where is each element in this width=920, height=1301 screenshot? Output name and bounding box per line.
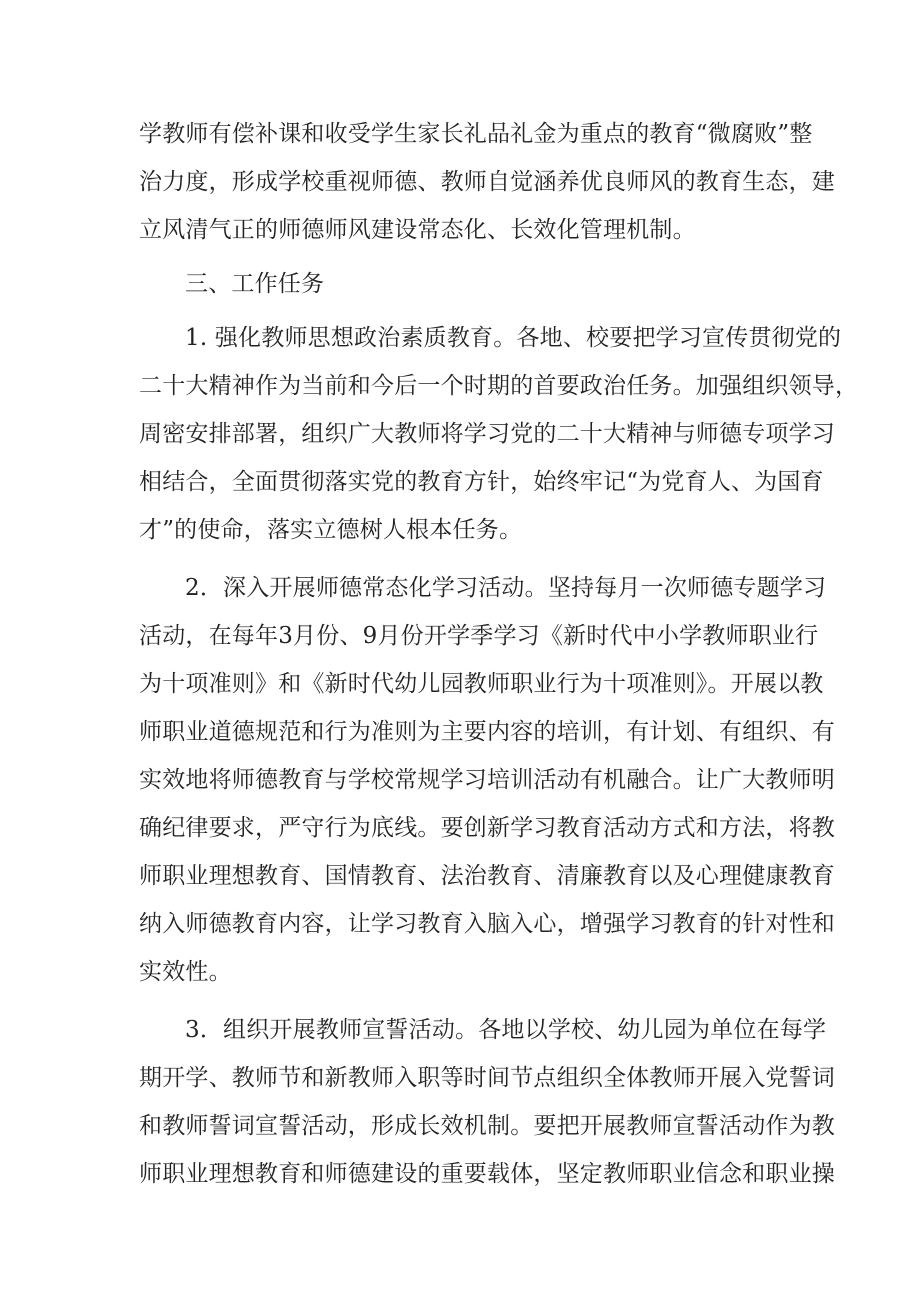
paragraph-line: 师职业理想教育、国情教育、法治教育、清廉教育以及心理健康教育 [139, 863, 835, 889]
paragraph-line: 和教师誓词宣誓活动，形成长效机制。要把开展教师宣誓活动作为教 [139, 1113, 835, 1139]
paragraph-line: 期开学、教师节和新教师入职等时间节点组织全体教师开展入党誓词 [139, 1065, 835, 1091]
paragraph-line: 二十大精神作为当前和今后一个时期的首要政治任务。加强组织领导， [139, 373, 859, 399]
paragraph-line: 确纪律要求，严守行为底线。要创新学习教育活动方式和方法，将教 [139, 815, 835, 841]
task-item-3 [139, 1006, 835, 1198]
paragraph-line: 相结合，全面贯彻落实党的教育方针，始终牢记“为党育人、为国育 [139, 469, 824, 495]
paragraph-line: 2．深入开展师德常态化学习活动。坚持每月一次师德专题学习 [185, 575, 827, 601]
paragraph-line: 实效性。 [139, 959, 232, 985]
paragraph-line: 周密安排部署，组织广大教师将学习党的二十大精神与师德专项学习 [139, 421, 835, 447]
paragraph-line: 治力度，形成学校重视师德、教师自觉涵养优良师风的教育生态，建 [139, 169, 835, 195]
section-heading: 三、工作任务 [185, 271, 325, 297]
paragraph-line: 为十项准则》和《新时代幼儿园教师职业行为十项准则》。开展以教 [139, 671, 824, 697]
task-item-2 [139, 564, 835, 996]
paragraph-line: 纳入师德教育内容，让学习教育入脑入心，增强学习教育的针对性和 [139, 911, 835, 937]
paragraph-line: 1. 强化教师思想政治素质教育。各地、校要把学习宣传贯彻党的 [185, 325, 842, 351]
paragraph-line: 才”的使命，落实立德树人根本任务。 [139, 517, 523, 543]
paragraph-line: 学教师有偿补课和收受学生家长礼品礼金为重点的教育“微腐败”整 [139, 121, 813, 147]
paragraph-line: 立风清气正的师德师风建设常态化、长效化管理机制。 [139, 217, 696, 243]
paragraph-line: 活动，在每年3月份、9月份开学季学习《新时代中小学教师职业行 [139, 623, 819, 649]
paragraph-line: 3．组织开展教师宣誓活动。各地以学校、幼儿园为单位在每学 [185, 1017, 827, 1043]
intro-paragraph [139, 110, 835, 254]
task-item-1 [139, 314, 859, 554]
paragraph-line: 实效地将师德教育与学校常规学习培训活动有机融合。让广大教师明 [139, 767, 835, 793]
paragraph-line: 师职业理想教育和师德建设的重要载体，坚定教师职业信念和职业操 [139, 1161, 835, 1187]
document-body [139, 110, 859, 1198]
paragraph-line: 师职业道德规范和行为准则为主要内容的培训，有计划、有组织、有 [139, 719, 835, 745]
